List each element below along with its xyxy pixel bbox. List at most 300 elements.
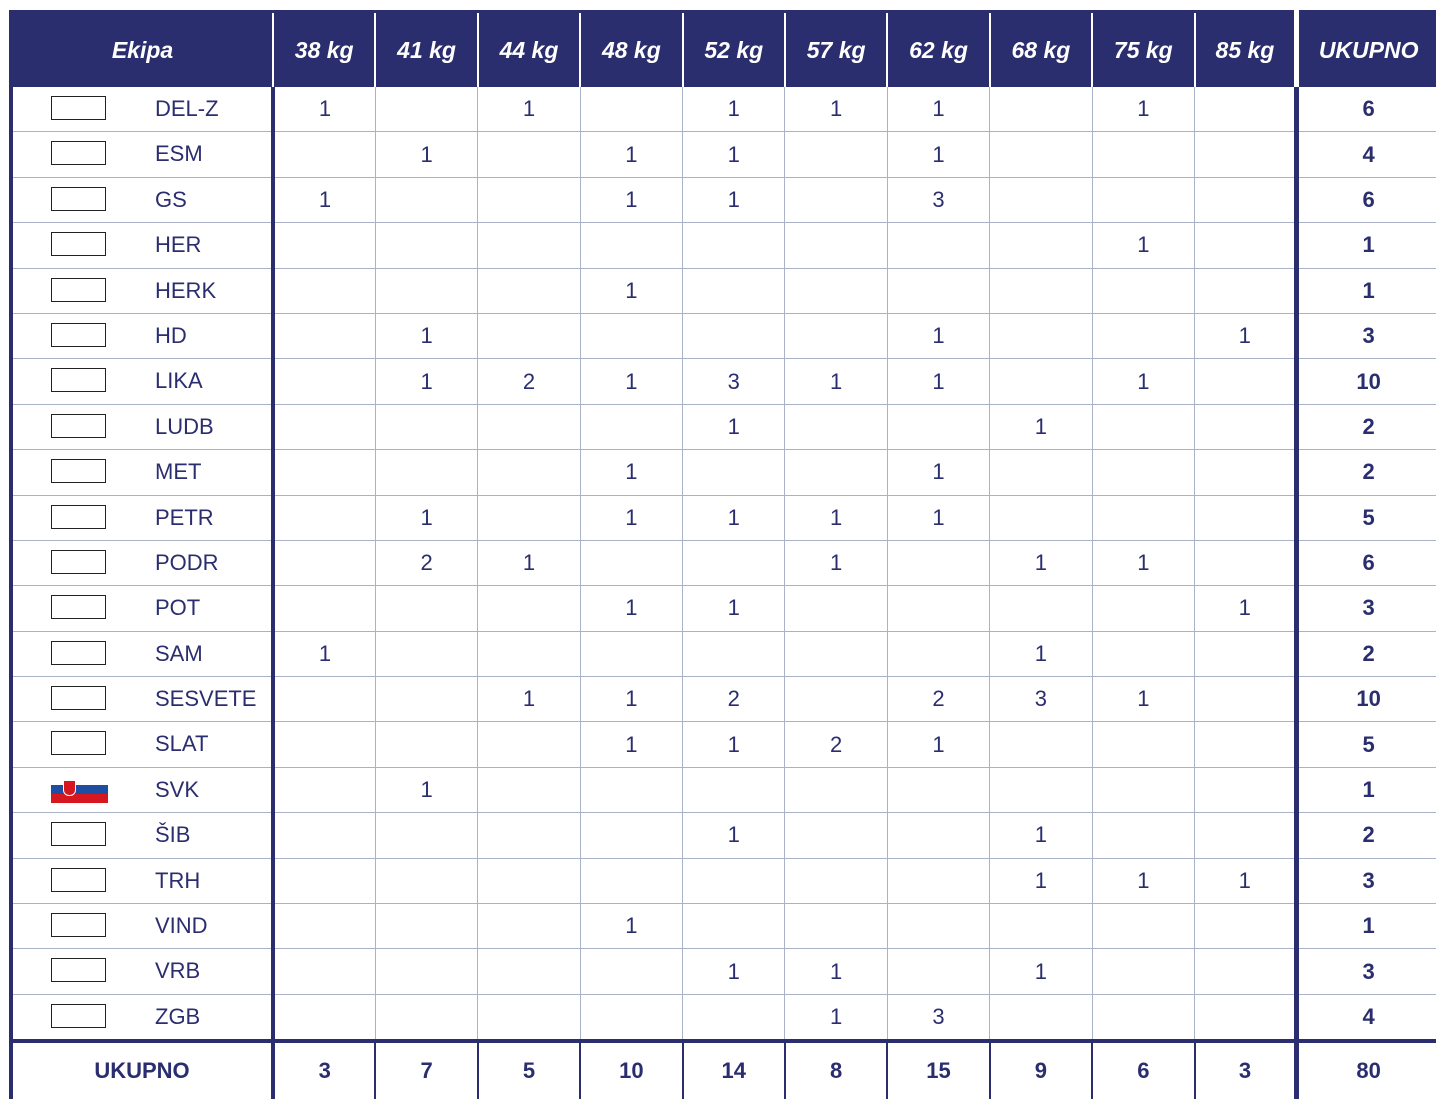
team-name: SAM [155,640,203,666]
medal-count-cell [887,858,989,903]
medal-count-cell [1195,677,1297,722]
medal-count-cell [478,904,580,949]
medal-count-cell: 2 [887,677,989,722]
medal-count-cell: 3 [887,994,989,1041]
medal-count-cell [785,767,887,812]
medal-count-cell: 1 [580,450,682,495]
header-weight: 68 kg [990,12,1092,88]
totals-label: UKUPNO [11,1041,273,1099]
medal-count-cell: 1 [887,359,989,404]
table-row [11,949,1436,994]
row-total: 1 [1297,223,1436,268]
medal-count-cell: 1 [273,87,375,132]
header-weight: 57 kg [785,12,887,88]
team-name: SVK [155,776,200,802]
medal-count-cell [785,268,887,313]
medal-count-cell [375,404,477,449]
blank-flag-icon [51,368,106,392]
medal-count-cell [478,313,580,358]
medal-count-cell [273,994,375,1041]
medal-count-cell: 1 [887,132,989,177]
row-total: 10 [1297,677,1436,722]
row-total: 1 [1297,767,1436,812]
medal-count-cell: 1 [580,722,682,767]
table-row [11,813,1436,858]
medal-count-cell [990,87,1092,132]
medal-count-cell [887,404,989,449]
table-row [11,313,1436,358]
medal-count-cell [1195,223,1297,268]
medal-count-cell [683,858,785,903]
medal-count-cell [273,858,375,903]
medal-count-cell [375,586,477,631]
medal-count-cell: 1 [580,677,682,722]
team-cell [11,813,273,858]
medal-count-cell [785,586,887,631]
header-weight: 41 kg [375,12,477,88]
medal-count-cell [990,223,1092,268]
blank-flag-icon [51,414,106,438]
medal-count-cell [1092,404,1194,449]
medal-count-cell [887,904,989,949]
slovakia-flag-icon [51,776,108,803]
row-total: 1 [1297,268,1436,313]
medal-count-cell [273,677,375,722]
medal-count-cell [478,177,580,222]
medal-count-cell [887,223,989,268]
table-row [11,631,1436,676]
team-name: DEL-Z [155,96,219,121]
medal-count-cell [887,268,989,313]
medal-count-cell [1092,767,1194,812]
medal-count-cell [683,540,785,585]
medal-count-cell [478,223,580,268]
medal-count-cell [580,87,682,132]
header-weight: 52 kg [683,12,785,88]
medal-count-cell: 1 [683,586,785,631]
blank-flag-icon [51,958,106,982]
medal-count-cell [1195,359,1297,404]
blank-flag-icon [51,550,106,574]
medal-count-cell [478,495,580,540]
medal-count-cell: 1 [785,87,887,132]
medal-count-cell [1195,767,1297,812]
medal-count-cell: 1 [580,177,682,222]
medal-count-cell [887,631,989,676]
medal-count-cell [1092,495,1194,540]
medal-table [9,10,1436,1092]
team-cell [11,631,273,676]
team-cell [11,404,273,449]
medal-count-cell [273,904,375,949]
row-total: 6 [1297,177,1436,222]
medal-count-cell: 3 [990,677,1092,722]
medal-count-cell: 1 [1092,359,1194,404]
table-header [11,12,1436,88]
medal-count-cell [683,631,785,676]
medal-count-cell [785,450,887,495]
team-name: GS [155,186,187,212]
column-total: 15 [887,1041,989,1099]
medal-count-cell: 2 [375,540,477,585]
blank-flag-icon [51,1004,106,1028]
team-name: HD [155,322,187,348]
medal-count-cell [683,268,785,313]
medal-count-cell: 1 [990,949,1092,994]
medal-count-cell: 1 [785,495,887,540]
medal-count-cell [478,994,580,1041]
team-name: ESM [155,141,203,167]
row-total: 2 [1297,450,1436,495]
medal-count-cell: 1 [785,540,887,585]
medal-count-cell: 1 [990,813,1092,858]
medal-count-cell: 1 [887,450,989,495]
medal-count-cell [1195,540,1297,585]
medal-count-cell [1092,177,1194,222]
medal-count-cell [1195,450,1297,495]
team-cell [11,223,273,268]
medal-count-cell: 1 [785,949,887,994]
medal-count-cell: 1 [683,132,785,177]
medal-count-cell [1195,949,1297,994]
medal-count-cell [478,813,580,858]
blank-flag-icon [51,459,106,483]
medal-count-cell [580,767,682,812]
medal-count-cell [990,313,1092,358]
column-total: 3 [273,1041,375,1099]
medal-count-cell [990,904,1092,949]
medal-count-cell [273,223,375,268]
table-row [11,540,1436,585]
totals-row [11,1041,1436,1099]
medal-count-cell [1195,722,1297,767]
table-row [11,177,1436,222]
medal-count-cell: 1 [273,631,375,676]
medal-count-cell [478,631,580,676]
team-cell [11,858,273,903]
medal-count-cell: 1 [785,359,887,404]
medal-count-cell [785,177,887,222]
blank-flag-icon [51,868,106,892]
medal-count-cell: 3 [683,359,785,404]
medal-count-cell [887,767,989,812]
header-weight: 38 kg [273,12,375,88]
medal-count-cell [273,949,375,994]
medal-count-cell: 1 [375,359,477,404]
table-row [11,904,1436,949]
medal-count-cell [785,313,887,358]
team-name: PETR [155,504,214,530]
medal-count-cell [990,450,1092,495]
medal-count-cell [273,359,375,404]
medal-count-cell [785,631,887,676]
table-row [11,223,1436,268]
medal-count-cell [478,949,580,994]
team-cell [11,540,273,585]
medal-count-cell [785,223,887,268]
blank-flag-icon [51,187,106,211]
medal-count-cell: 2 [478,359,580,404]
table-row [11,87,1436,132]
column-total: 5 [478,1041,580,1099]
medal-count-cell: 1 [683,949,785,994]
row-total: 4 [1297,994,1436,1041]
medal-count-cell: 1 [375,495,477,540]
header-total: UKUPNO [1297,12,1436,88]
medal-count-cell: 1 [1092,858,1194,903]
medal-count-cell: 1 [887,87,989,132]
table-row [11,132,1436,177]
blank-flag-icon [51,822,106,846]
medal-count-cell [1195,268,1297,313]
team-name: PODR [155,549,219,575]
column-total: 10 [580,1041,682,1099]
medal-count-cell [273,813,375,858]
team-cell [11,677,273,722]
medal-count-cell [683,994,785,1041]
row-total: 2 [1297,404,1436,449]
medal-count-cell: 1 [478,87,580,132]
team-name: VRB [155,958,201,984]
medal-count-cell [580,313,682,358]
medal-count-cell [683,223,785,268]
medal-count-cell [375,268,477,313]
team-name: LUDB [155,413,214,439]
medal-count-cell [478,586,580,631]
medal-count-cell [375,631,477,676]
medal-count-cell [580,540,682,585]
table-row [11,404,1436,449]
medal-count-cell: 1 [990,631,1092,676]
blank-flag-icon [51,913,106,937]
medal-count-cell [273,268,375,313]
column-total: 3 [1195,1041,1297,1099]
medal-count-cell [887,949,989,994]
medal-count-cell [478,767,580,812]
medal-count-cell: 1 [887,313,989,358]
medal-count-cell: 1 [273,177,375,222]
medal-count-cell: 1 [580,495,682,540]
medal-count-cell [1092,949,1194,994]
team-cell [11,722,273,767]
team-cell [11,495,273,540]
medal-count-cell: 1 [683,87,785,132]
table-footer [11,1041,1436,1099]
team-name: SLAT [155,731,209,757]
medal-count-cell [683,450,785,495]
medal-count-cell: 1 [580,268,682,313]
medal-count-cell [273,313,375,358]
coat-of-arms-icon [63,780,76,796]
table-row [11,586,1436,631]
table-row [11,450,1436,495]
medal-count-cell: 1 [1092,677,1194,722]
team-cell [11,767,273,812]
medal-count-cell [580,631,682,676]
medal-count-cell: 1 [1195,586,1297,631]
medal-count-cell [478,858,580,903]
medal-count-cell [785,132,887,177]
row-total: 4 [1297,132,1436,177]
team-cell [11,313,273,358]
table-row [11,994,1436,1041]
medal-count-cell [478,132,580,177]
medal-count-cell: 1 [785,994,887,1041]
blank-flag-icon [51,641,106,665]
blank-flag-icon [51,323,106,347]
row-total: 5 [1297,722,1436,767]
column-total: 7 [375,1041,477,1099]
medal-count-cell [580,858,682,903]
table-body [11,87,1436,1041]
medal-count-cell [375,450,477,495]
medal-count-cell [1195,132,1297,177]
medal-count-cell [887,813,989,858]
header-weight: 75 kg [1092,12,1194,88]
medal-count-cell [375,223,477,268]
row-total: 3 [1297,586,1436,631]
medal-count-cell: 1 [375,132,477,177]
medal-count-cell [375,177,477,222]
medal-count-cell [478,450,580,495]
header-weight: 44 kg [478,12,580,88]
medal-count-cell [1195,177,1297,222]
blank-flag-icon [51,731,106,755]
medal-count-cell [990,994,1092,1041]
medal-count-cell [273,404,375,449]
medal-count-cell [375,87,477,132]
team-name: POT [155,595,201,621]
medal-count-cell [273,450,375,495]
medal-count-cell [785,904,887,949]
medal-count-cell: 1 [683,813,785,858]
medal-count-cell [273,586,375,631]
blank-flag-icon [51,141,106,165]
team-name: HERK [155,277,217,303]
medal-count-cell: 1 [375,313,477,358]
row-total: 3 [1297,313,1436,358]
medal-count-cell: 1 [683,404,785,449]
medal-count-cell [990,722,1092,767]
team-cell [11,268,273,313]
medal-count-cell: 1 [580,359,682,404]
medal-count-cell: 1 [990,858,1092,903]
medal-count-cell: 1 [580,132,682,177]
team-cell [11,450,273,495]
medal-count-cell: 1 [683,495,785,540]
medal-count-cell: 1 [990,404,1092,449]
blank-flag-icon [51,96,106,120]
medal-count-cell [1092,722,1194,767]
table-row [11,495,1436,540]
medal-count-cell: 1 [887,722,989,767]
medal-count-cell [1195,87,1297,132]
team-name: ŠIB [155,822,191,848]
medal-count-cell [1092,904,1194,949]
medal-count-cell [990,359,1092,404]
medal-count-cell [785,677,887,722]
header-weight: 48 kg [580,12,682,88]
medal-count-cell [1092,450,1194,495]
table-row [11,767,1436,812]
medal-count-cell: 1 [375,767,477,812]
medal-count-cell [683,767,785,812]
column-total: 14 [683,1041,785,1099]
medal-count-cell [785,858,887,903]
team-name: SESVETE [155,686,257,712]
medal-count-cell [1092,313,1194,358]
header-weight: 85 kg [1195,12,1297,88]
medal-count-cell [478,268,580,313]
table-row [11,677,1436,722]
medal-count-cell: 2 [785,722,887,767]
blank-flag-icon [51,686,106,710]
medal-count-cell [1092,994,1194,1041]
medal-count-cell [375,813,477,858]
medal-count-cell: 1 [580,904,682,949]
team-cell [11,586,273,631]
row-total: 2 [1297,813,1436,858]
medal-count-cell [478,722,580,767]
medal-count-cell [478,404,580,449]
medal-count-cell [990,177,1092,222]
column-total: 9 [990,1041,1092,1099]
row-total: 3 [1297,858,1436,903]
medal-count-cell [1092,631,1194,676]
medal-count-cell: 1 [1092,540,1194,585]
medal-count-cell [1092,813,1194,858]
medal-count-cell [990,586,1092,631]
medal-count-cell: 1 [990,540,1092,585]
medal-count-cell: 1 [580,586,682,631]
row-total: 2 [1297,631,1436,676]
team-name: ZGB [155,1003,201,1029]
results-table [9,10,1436,1099]
team-cell [11,87,273,132]
medal-count-cell [1092,268,1194,313]
team-cell [11,359,273,404]
medal-count-cell: 1 [683,722,785,767]
row-total: 3 [1297,949,1436,994]
medal-count-cell [1195,904,1297,949]
medal-count-cell: 1 [478,540,580,585]
table-row [11,359,1436,404]
medal-count-cell [273,495,375,540]
header-team: Ekipa [11,12,273,88]
medal-count-cell [1195,495,1297,540]
medal-count-cell [580,223,682,268]
medal-count-cell [785,813,887,858]
medal-count-cell [1195,994,1297,1041]
medal-count-cell [887,540,989,585]
team-cell [11,177,273,222]
medal-count-cell [273,767,375,812]
blank-flag-icon [51,232,106,256]
medal-count-cell [990,268,1092,313]
row-total: 1 [1297,904,1436,949]
medal-count-cell: 1 [1092,87,1194,132]
medal-count-cell [273,722,375,767]
table-row [11,722,1436,767]
medal-count-cell [1092,586,1194,631]
medal-count-cell [1195,813,1297,858]
medal-count-cell [375,677,477,722]
medal-count-cell [990,767,1092,812]
medal-count-cell [580,404,682,449]
medal-count-cell: 1 [683,177,785,222]
blank-flag-icon [51,278,106,302]
medal-count-cell [683,313,785,358]
